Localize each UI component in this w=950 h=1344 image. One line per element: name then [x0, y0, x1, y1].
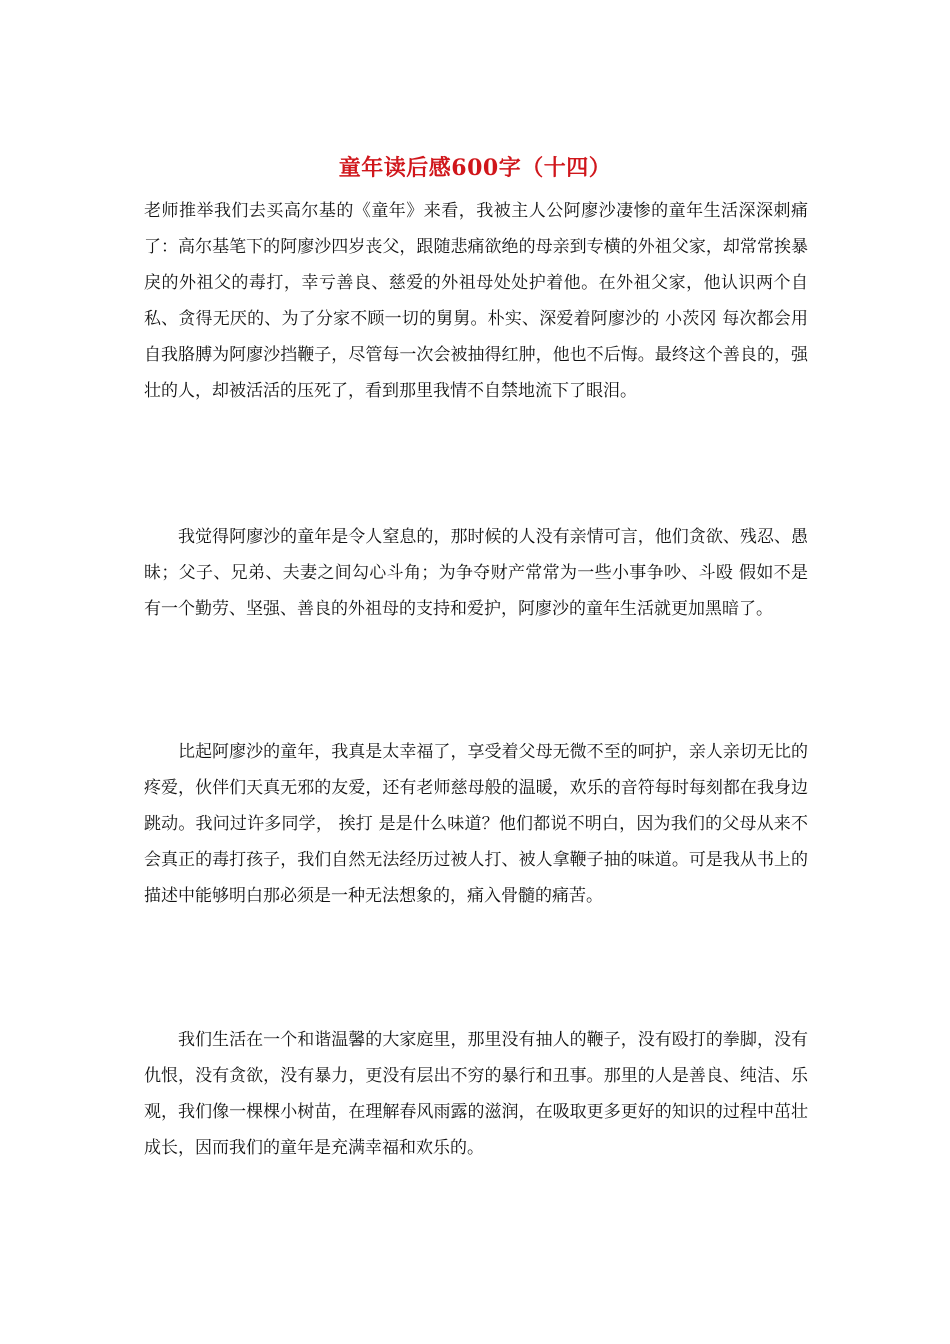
- page-title: 童年读后感600字（十四）: [338, 155, 612, 181]
- paragraph-2: 我觉得阿廖沙的童年是令人窒息的，那时候的人没有亲情可言，他们贪欲、残忍、愚昧；父子、兄弟、夫妻之间勾心斗角；为争夺财产常常为一些小事争吵、斗殴 假如不是有一个勤劳、坚强、善良的外祖母的支持和爱护，阿廖沙的童年生活就更加黑暗了。: [144, 527, 808, 619]
- paragraph-1: 老师推举我们去买高尔基的《童年》来看，我被主人公阿廖沙凄惨的童年生活深深刺痛了：高尔基笔下的阿廖沙四岁丧父，跟随悲痛欲绝的母亲到专横的外祖父家，却常常挨暴戾的外祖父的毒打，幸亏善良、慈爱的外祖母处处护着他。在外祖父家，他认识两个自私、贪得无厌的、为了分家不顾一切的舅舅。朴实、深爱着阿廖沙的 小茨冈 每次都会用自我胳膊为阿廖沙挡鞭子，尽管每一次会被抽得红肿，他也不后悔。最终这个善良的，强壮的人，却被活活的压死了，看到那里我情不自禁地流下了眼泪。: [144, 201, 808, 401]
- paragraph-3: 比起阿廖沙的童年，我真是太幸福了，享受着父母无微不至的呵护，亲人亲切无比的疼爱，伙伴们天真无邪的友爱，还有老师慈母般的温暖，欢乐的音符每时每刻都在我身边跳动。我问过许多同学， 挨打 是是什么味道？他们都说不明白，因为我们的父母从来不会真正的毒打孩子，我们自然无法经历过被人打、被人拿鞭子抽的味道。可是我从书上的描述中能够明白那必须是一种无法想象的，痛入骨髓的痛苦。: [144, 742, 808, 906]
- paragraph-4: 我们生活在一个和谐温馨的大家庭里，那里没有抽人的鞭子，没有殴打的拳脚，没有仇恨，没有贪欲，没有暴力，更没有层出不穷的暴行和丑事。那里的人是善良、纯洁、乐观，我们像一棵棵小树苗，在理解春风雨露的滋润，在吸取更多更好的知识的过程中茁壮成长，因而我们的童年是充满幸福和欢乐的。: [144, 1030, 808, 1158]
